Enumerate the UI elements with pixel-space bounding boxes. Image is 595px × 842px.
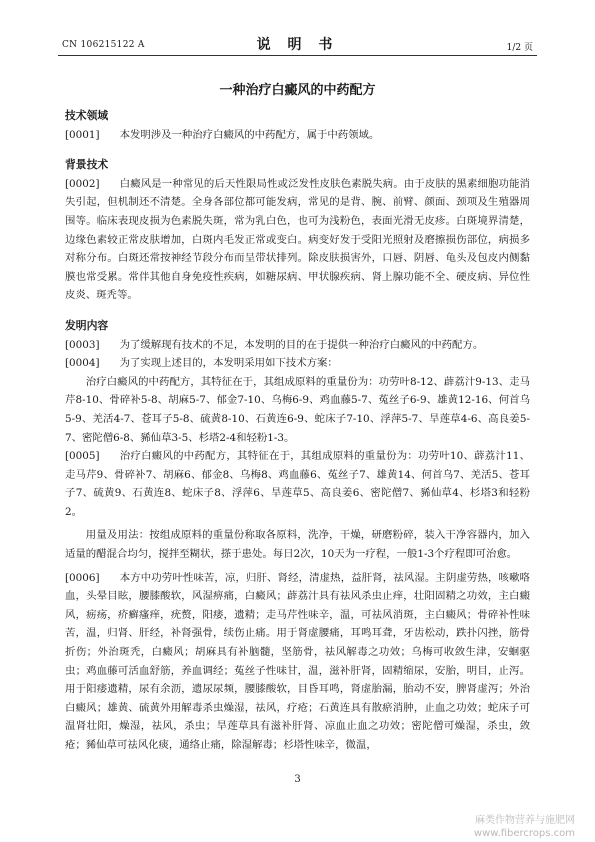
- document-body: [65, 107, 530, 755]
- paragraph-text: 白癜风是一种常见的后天性限局性或泛发性皮肤色素脱失病。由于皮肤的黑素细胞功能消失引起，但机制还不清楚。全身各部位都可能发病，常见的是背、腕、前臂、颜面、颈项及生殖器周围等。临床表现皮损为色素脱失斑，常为乳白色，也可为浅粉色，表面光滑无皮疹。白斑境界清楚，边缘色素较正常皮肤增加，白斑内毛发正常或变白。病变好发于受阳光照射及磨擦损伤部位，病损多对称分布。白斑还常按神经节段分布而呈带状排列。除皮肤损害外，口唇、阴唇、龟头及包皮内侧黏膜也常受累。常伴其他自身免疫性疾病，如糖尿病、甲状腺疾病、肾上腺功能不全、硬皮病、异位性皮炎、斑秃等。: [65, 177, 530, 302]
- paragraph-number: [0003]: [65, 338, 100, 351]
- paragraph-0005: [65, 447, 530, 521]
- paragraph-text: 治疗白癜风的中药配方，其特征在于，其组成原料的重量份为：功劳叶10、薜荔汁11、走马芹9、骨碎补7、胡麻6、郁金8、乌梅8、鸡血藤6、菟丝子7、雄黄14、何首乌7、羌活5、苍耳子7、硫黄9、石黄连8、蛇床子8、浮萍6、旱莲草5、高良姜6、密陀僧7、豨仙草4、杉塔3和轻粉2。: [65, 450, 530, 518]
- paragraph-0002: [65, 175, 530, 305]
- paragraph-0001: [65, 126, 530, 145]
- paragraph-0004: [65, 354, 530, 373]
- document-type-heading: 说 明 书: [256, 37, 339, 53]
- section-heading-background: 背景技术: [65, 158, 109, 172]
- paragraph-number: [0002]: [65, 177, 100, 190]
- paragraph-0003: [65, 336, 530, 355]
- paragraph-text: 为了实现上述目的，本发明采用如下技术方案：: [119, 357, 338, 370]
- paragraph-text: 本方中功劳叶性味苦，凉，归肝、肾经，清虚热，益肝肾，祛风湿。主阴虚劳热，咳嗽咯血，头晕目眩，腰膝酸软，风湿痹痛，白癜风；薜荔汁具有祛风杀虫止痒，壮阳固精之功效，主白癜风，疬疡，疥癣瘙痒，疣赘，阳痿，遗精；走马芹性味辛，温，可祛风消斑，主白癜风；骨碎补性味苦，温，归肾、肝经，补肾强骨，续伤止痛。用于肾虚腰痛，耳鸣耳聋，牙齿松动，跌扑闪挫，筋骨折伤；外治斑秃，白癜风；胡麻具有补脑髓，坚筋骨，祛风解毒之功效；乌梅可收敛生津，安蛔驱虫；鸡血藤可活血舒筋，养血调经；菟丝子性味甘，温，滋补肝肾，固精缩尿，安胎，明目，止泻。用于阳痿遗精，尿有余沥，遗尿尿频，腰膝酸软，目昏耳鸣，肾虚胎漏，胎动不安，脾肾虚泻；外治白癜风；雄黄、硫黄外用解毒杀虫燥湿，祛风，疗疮；石黄连具有散瘀消肿，止血之功效；蛇床子可温肾壮阳，燥湿，祛风，杀虫；旱莲草具有滋补肝肾、凉血止血之功效；密陀僧可燥湿，杀虫，敛疮；豨仙草可祛风化痰，通络止痛，除湿解毒；杉塔性味辛，微温，: [65, 571, 530, 751]
- paragraph-number: [0004]: [65, 357, 100, 370]
- paragraph-text: 本发明涉及一种治疗白癜风的中药配方，属于中药领域。: [119, 128, 380, 141]
- section-heading-invention: 发明内容: [65, 318, 109, 332]
- paragraph-text: 为了缓解现有技术的不足，本发明的目的在于提供一种治疗白癜风的中药配方。: [119, 338, 484, 351]
- header-divider: [58, 55, 537, 56]
- usage-paragraph: 用量及用法：按组成原料的重量份称取各原料，洗净，干燥，研磨粉碎，装入干净容器内，加入适量的醋混合均匀，搅拌至糊状，搽于患处。每日2次，10天为一疗程，一般1-3个疗程即可治愈。: [65, 529, 530, 561]
- page-number: 3: [294, 774, 301, 785]
- publication-number: CN 106215122 A: [62, 40, 145, 50]
- paragraph-number: [0005]: [65, 450, 100, 463]
- watermark: [474, 814, 575, 840]
- paragraph-0006: [65, 569, 530, 755]
- page-indicator: 1/2 页: [506, 43, 533, 53]
- document-title: 一种治疗白癜风的中药配方: [219, 83, 376, 98]
- formula-range-paragraph: 治疗白癜风的中药配方，其特征在于，其组成原料的重量份为：功劳叶8-12、薜荔汁9-13、走马芹8-10、骨碎补5-8、胡麻5-7、郁金7-10、乌梅6-9、鸡血藤5-7、菟丝子6-9、雄黄12-16、何首乌5-9、羌活4-7、苍耳子5-8、硫黄8-10、石黄连6-9、蛇床子7-10、浮萍5-7、旱莲草4-6、高良姜5-7、密陀僧6-8、豨仙草3-5、杉塔2-4和轻粉1-3。: [65, 375, 530, 444]
- watermark-url: www.fibercrops.com: [473, 828, 575, 839]
- paragraph-number: [0001]: [65, 128, 100, 141]
- section-heading-tech-field: 技术领域: [65, 109, 109, 122]
- paragraph-number: [0006]: [65, 571, 100, 584]
- watermark-title: 麻类作物营养与施肥网: [475, 815, 575, 826]
